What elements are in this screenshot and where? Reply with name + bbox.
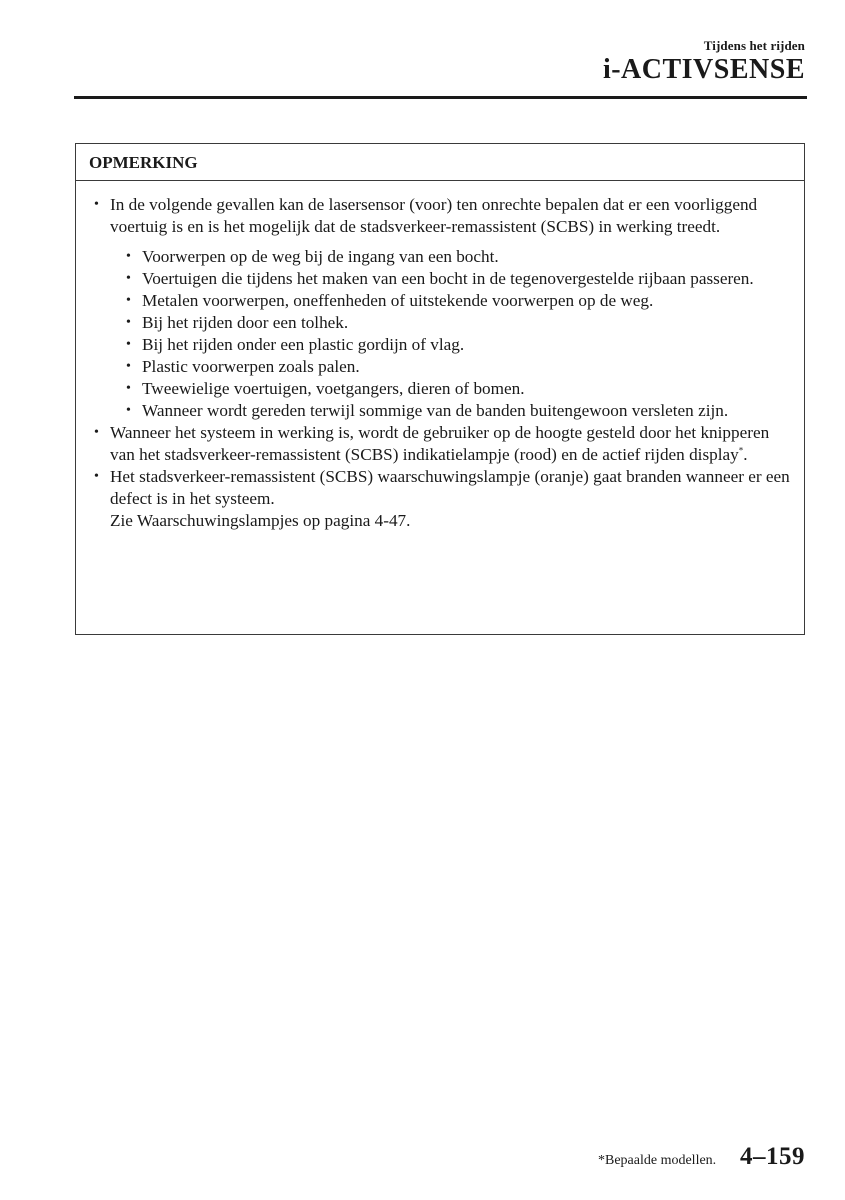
sub-list-item bbox=[126, 356, 790, 378]
bullet-dot: • bbox=[94, 469, 99, 484]
note-body bbox=[76, 181, 804, 532]
sub-list-item-text: Bij het rijden door een tolhek. bbox=[142, 313, 349, 332]
note-bullet bbox=[90, 422, 790, 466]
section-title: Tijdens het rijden bbox=[703, 38, 805, 53]
sub-list-item-text: Plastic voorwerpen zoals palen. bbox=[142, 357, 360, 376]
header-rule bbox=[74, 96, 807, 99]
bullet-text: Het stadsverkeer-remassistent (SCBS) waarschuwingslampje (oranje) gaat branden wanneer er een defect is in het systeem. bbox=[110, 467, 790, 508]
sub-list-item-text: Voorwerpen op de weg bij de ingang van een bocht. bbox=[142, 247, 499, 266]
note-bullet bbox=[90, 194, 790, 422]
bullet-dot: • bbox=[94, 425, 99, 440]
note-bullet bbox=[90, 466, 790, 532]
footnote: *Bepaalde modellen. bbox=[598, 1153, 717, 1168]
sub-list-item bbox=[126, 312, 790, 334]
chapter-title: i-ACTIVSENSE bbox=[602, 54, 805, 85]
bullet-dot: • bbox=[126, 403, 131, 418]
note-title: OPMERKING bbox=[76, 144, 804, 181]
sub-list-item bbox=[126, 378, 790, 400]
sub-list-item bbox=[126, 246, 790, 268]
sub-list-item-text: Voertuigen die tijdens het maken van een bocht in de tegenovergestelde rijbaan passeren. bbox=[142, 269, 754, 288]
sub-list-item bbox=[126, 290, 790, 312]
footnote-mark: * bbox=[738, 445, 744, 456]
bullet-dot: • bbox=[126, 315, 131, 330]
sub-list-item-text: Tweewielige voertuigen, voetgangers, dieren of bomen. bbox=[142, 379, 525, 398]
sub-list-item bbox=[126, 268, 790, 290]
bullet-dot: • bbox=[126, 381, 131, 396]
bullet-dot: • bbox=[126, 249, 131, 264]
note-box bbox=[75, 143, 805, 635]
bullet-text-end: . bbox=[743, 445, 748, 464]
page-number: 4–159 bbox=[740, 1143, 805, 1170]
bullet-dot: • bbox=[126, 293, 131, 308]
bullet-dot: • bbox=[126, 337, 131, 352]
sub-list-item bbox=[126, 400, 790, 422]
bullet-dot: • bbox=[94, 197, 99, 212]
sub-list-item-text: Wanneer wordt gereden terwijl sommige van de banden buitengewoon versleten zijn. bbox=[142, 401, 729, 420]
sub-list-item bbox=[126, 334, 790, 356]
sub-list-item-text: Bij het rijden onder een plastic gordijn of vlag. bbox=[142, 335, 465, 354]
bullet-text: Wanneer het systeem in werking is, wordt de gebruiker op de hoogte gesteld door het knipperen van het stadsverkeer-remassistent (SCBS) indikatielampje (rood) en de actief rijden display bbox=[110, 423, 770, 464]
page-reference: Zie Waarschuwingslampjes op pagina 4-47. bbox=[110, 511, 411, 530]
sub-list-item-text: Metalen voorwerpen, oneffenheden of uitstekende voorwerpen op de weg. bbox=[142, 291, 654, 310]
bullet-dot: • bbox=[126, 271, 131, 286]
sub-list bbox=[110, 246, 790, 422]
bullet-text: In de volgende gevallen kan de lasersensor (voor) ten onrechte bepalen dat er een voorliggend voertuig is en is het mogelijk dat de stadsverkeer-remassistent (SCBS) in werking treedt. bbox=[110, 195, 758, 236]
bullet-dot: • bbox=[126, 359, 131, 374]
